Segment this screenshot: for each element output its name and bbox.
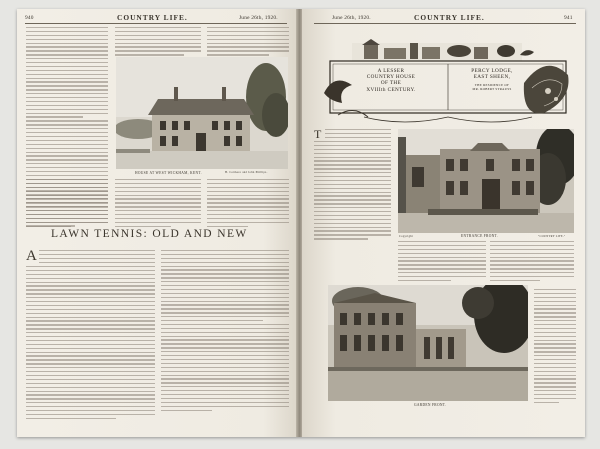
right-text-col-1 [314,141,391,242]
left-header-rule [25,23,287,24]
right-page-number: 941 [564,15,573,21]
entrance-front-image [398,129,574,233]
right-page [302,9,585,437]
right-page-date: June 26th, 1920. [332,15,371,21]
left-text-col-1-mid [26,179,108,230]
left-page [17,9,297,437]
lawn-tennis-col-1-indent [39,250,155,266]
lawn-tennis-col-2 [161,250,289,413]
percy-lodge-dropcap: T [314,127,322,141]
right-text-col-3 [490,241,574,284]
left-page-number: 940 [25,15,34,21]
banner-title-percy-lodge: PERCY LODGE, EAST SHEEN, [471,68,513,81]
magazine-spread [17,9,585,437]
right-header-rule [314,23,576,24]
article-banner [324,33,572,125]
photo-caption-garden-front: GARDEN FRONT. [414,403,447,407]
photo-west-wickham-house [116,57,288,169]
right-running-title: COUNTRY LIFE. [414,13,485,22]
left-text-col-2-top [115,27,201,58]
right-text-col-1-indent [325,129,391,141]
garden-front-image [328,285,528,401]
article-headline-lawn-tennis: LAWN TENNIS: OLD AND NEW [51,228,248,240]
west-wickham-house-image [116,57,288,169]
left-text-col-3-top [207,27,289,58]
right-text-col-2 [398,241,486,284]
photo-credit-west-wickham: H. Cotmore and John Phillips. [225,171,268,174]
photo-caption-entrance-front: ENTRANCE FRONT. [461,234,498,238]
lawn-tennis-dropcap: A [26,248,37,264]
photo-entrance-front [398,129,574,233]
right-text-col-narrow [534,289,576,406]
photo-credit-copyright: Copyright [399,235,414,238]
lawn-tennis-col-1 [26,266,155,422]
banner-title-lesser-country-house: A LESSER COUNTRY HOUSE OF THE XVIIIth CENTURY. [366,68,416,93]
left-page-date: June 26th, 1920. [239,15,278,21]
photo-credit-country-life: "COUNTRY LIFE." [538,235,566,238]
left-text-col-3-mid [207,179,289,230]
left-text-col-2-mid [115,179,201,230]
banner-subtitle-residence: THE RESIDENCE OF MR. ROBERT STRAUSS [472,83,512,91]
left-running-title: COUNTRY LIFE. [117,13,188,22]
photo-caption-west-wickham: HOUSE AT WEST WICKHAM, KENT. [135,171,202,175]
photo-garden-front [328,285,528,401]
